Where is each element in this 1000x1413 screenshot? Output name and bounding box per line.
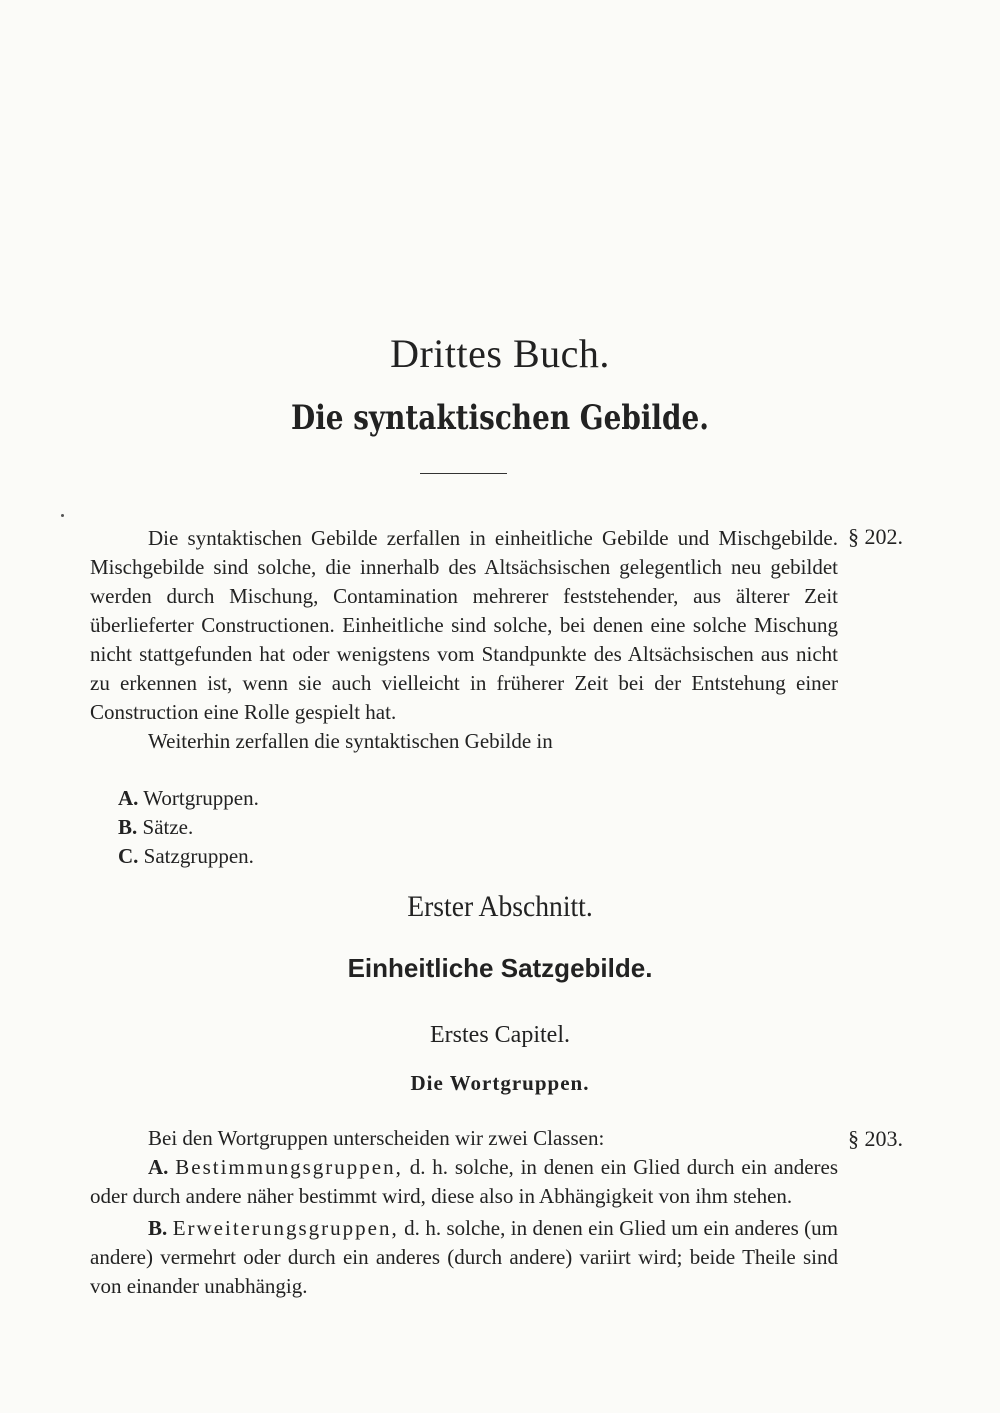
item-b — [90, 1214, 838, 1301]
list-label: Satzgruppen. — [143, 844, 254, 868]
list-label: Wortgruppen. — [143, 786, 259, 810]
item-b-term: Erweiterungsgruppen, — [172, 1216, 399, 1240]
abschnitt-title: Einheitliche Satzgebilde. — [347, 953, 653, 983]
section-mark-202: § 202. — [848, 524, 903, 549]
list-letter: B. — [118, 815, 138, 839]
list-label: Sätze. — [142, 815, 194, 839]
paragraph-202 — [90, 524, 838, 756]
book-subtitle: Die syntaktischen Gebilde. — [291, 398, 709, 438]
item-a-text: d. h. solche, in denen ein Glied durch ein anderes oder durch andere näher bestimmt wird, diese also in Abhängigkeit von ihm stehen. — [90, 1155, 838, 1208]
divider-rule — [420, 473, 507, 474]
book-title: Drittes Buch. — [390, 331, 610, 376]
list-letter: C. — [118, 844, 139, 868]
margin-speck — [61, 514, 64, 517]
list-letter: A. — [118, 786, 139, 810]
paragraph-203 — [90, 1124, 838, 1301]
list-item — [118, 813, 259, 842]
capitel-heading: Erstes Capitel. — [430, 1022, 570, 1048]
abschnitt-heading: Erster Abschnitt. — [407, 890, 593, 923]
item-a — [90, 1153, 838, 1211]
paragraph-202-text2: Weiterhin zerfallen die syntaktischen Gebilde in — [148, 729, 553, 753]
division-list — [118, 784, 259, 871]
item-b-text: d. h. solche, in denen ein Glied um ein anderes (um andere) vermehrt oder durch ein anderes (durch andere) variirt wird; beide Theile sind von einander unabhängig. — [90, 1216, 838, 1298]
item-b-letter: B. — [148, 1216, 168, 1240]
list-item — [118, 842, 259, 871]
capitel-title: Die Wortgruppen. — [410, 1071, 590, 1095]
list-item — [118, 784, 259, 813]
section-mark-203: § 203. — [848, 1126, 903, 1151]
paragraph-202-text: Die syntaktischen Gebilde zerfallen in einheitliche Gebilde und Mischgebilde. Mischgebilde sind solche, die innerhalb des Altsächsischen gelegentlich neu gebildet werden durch Mischung, Contamination mehrerer feststehender, aus älterer Zeit überlieferter Constructionen. Einheitliche sind solche, bei denen eine solche Mischung nicht stattgefunden hat oder wenigstens vom Standpunkte des Altsächsischen aus nicht zu erkennen ist, wenn sie auch vielleicht in früherer Zeit bei der Entstehung einer Construction eine Rolle gespielt hat. — [90, 526, 838, 724]
item-a-term: Bestimmungsgruppen, — [175, 1155, 403, 1179]
item-a-letter: A. — [148, 1155, 169, 1179]
paragraph-203-intro: Bei den Wortgruppen unterscheiden wir zwei Classen: — [148, 1126, 605, 1150]
